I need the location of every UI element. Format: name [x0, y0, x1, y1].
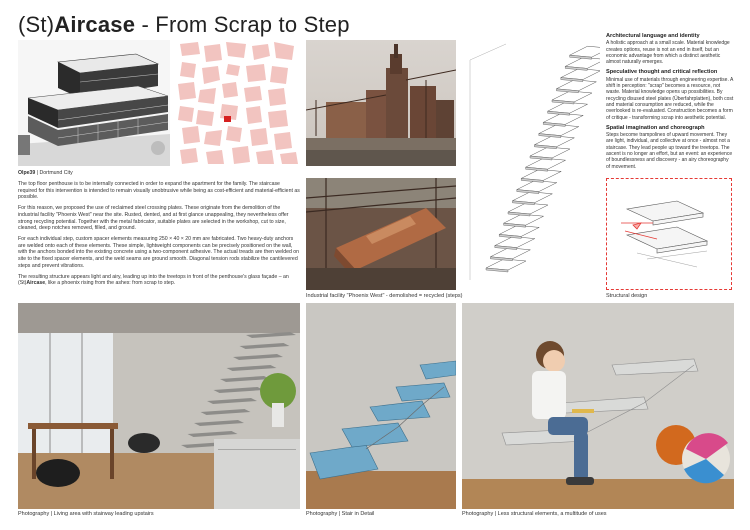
stair-tread — [556, 80, 596, 93]
stair-tread — [534, 136, 574, 149]
site-map — [176, 40, 300, 166]
stair-tread — [490, 248, 530, 261]
caption-photo-stair: Photography | Stair in Detail — [306, 511, 375, 517]
page-title: (St)Aircase - From Scrap to Step — [18, 12, 350, 37]
concept-section: Spatial imagination and choreograph Steps become trampolines of upward movement. They are light, individual, and collective at once - almost not a staircase. They lead people up toward the treetops. The ascent is no longer an effort, but an event: an experience of boundlessness and discovery - an airy choreography of movement. — [606, 124, 733, 170]
caption-structural: Structural design — [606, 293, 648, 299]
intro-text — [18, 170, 300, 291]
photo-stair-detail — [306, 303, 456, 509]
photo-living-area — [18, 303, 300, 509]
concept-section: Architectural language and identity A holistic approach at a small scale. Material knowledge creates options, reuse is not an end in itself, but an economic advantage from which a distinct aesthetic almost naturally emerges. — [606, 33, 730, 66]
stair-tread — [517, 181, 557, 194]
stair-tread — [561, 69, 600, 82]
concept-text — [606, 33, 734, 170]
photo-child-on-steps — [462, 303, 734, 509]
building-render — [18, 40, 170, 166]
stair-tread — [543, 113, 583, 126]
stair-tread — [539, 125, 579, 138]
structural-design-diagram — [606, 178, 732, 290]
stair-tread — [495, 237, 535, 250]
location-name: Olpe39 — [18, 170, 36, 176]
caption-photo-uses: Photography | Less structural elements, a multitude of uses — [462, 511, 607, 517]
stair-tread — [512, 192, 552, 205]
industrial-photo-wide — [306, 40, 456, 166]
stair-tread — [530, 147, 570, 160]
stair-tread — [526, 158, 566, 171]
caption-photo-living: Photography | Living area with stairway leading upstairs — [18, 511, 154, 517]
intro-paragraph-final: The resulting structure appears light and airy, leading up into the treetops in front of the penthouse's glass façade – an (St)Aircase, like a phoenix rising from the ashes: from scrap to step. — [18, 273, 289, 287]
stair-tread — [504, 214, 544, 227]
stair-tread — [552, 91, 592, 104]
stair-tread — [508, 203, 548, 216]
stair-tread — [548, 102, 588, 115]
intro-paragraph: For this reason, we proposed the use of reclaimed steel crossing plates. These originate from the demolition of the industrial facility "Phoenix West" near the site. Rusted, dented, and at first glance unappealing, they nevertheless offer strong recycling potential. Together with the metal fabricator, suitable plates are selected in the workshop, cut to size, cleaned, deep notches removed, filled, and ground. — [18, 205, 289, 232]
concept-section: Speculative thought and critical reflection Minimal use of materials through engineering expertise. A shift in perception: "scrap" becomes a resource, not waste. Material knowledge opens up possibilities. By recycling disused steel plates (Überfahrplatten), both cost and material consumption are reduced, while the overlooked is re-evaluated. Construction becomes a form of critique - transforming scrap into aesthetic potential. — [606, 69, 734, 121]
stair-tread — [499, 225, 539, 238]
stair-tread — [486, 259, 526, 272]
stair-tread — [565, 57, 600, 70]
location-city: | Dortmund City — [35, 170, 73, 176]
caption-industrial: Industrial facility "Phoenix West" - demolished = recycled (steps) — [306, 293, 463, 299]
stair-axonometric-drawing — [466, 40, 600, 290]
intro-paragraph: The top floor penthouse is to be internally connected in order to expand the apartment for the family. The staircase required for this intervention is intended to remain visually unobtrusive while being as cost-efficient and material-efficient as possible. — [18, 181, 300, 201]
stair-tread — [570, 46, 600, 59]
intro-paragraph: For each individual step, custom spacer elements measuring 250 × 40 × 20 mm are fabricated. Two heavy-duty anchors are welded onto each of these elements. These simple, lightweight components can be precisely positioned on the wall, with the anchors bonded into the existing concrete using a two-component adhesive. The actual treads are then welded on site to the fixed spacer elements, and the weld seams are ground smooth. Diagonal tension rods stabilize the cantilevered steps and prevent vibrations. — [18, 236, 300, 269]
stair-tread — [521, 169, 561, 182]
industrial-photo-rusted-plates — [306, 178, 456, 290]
